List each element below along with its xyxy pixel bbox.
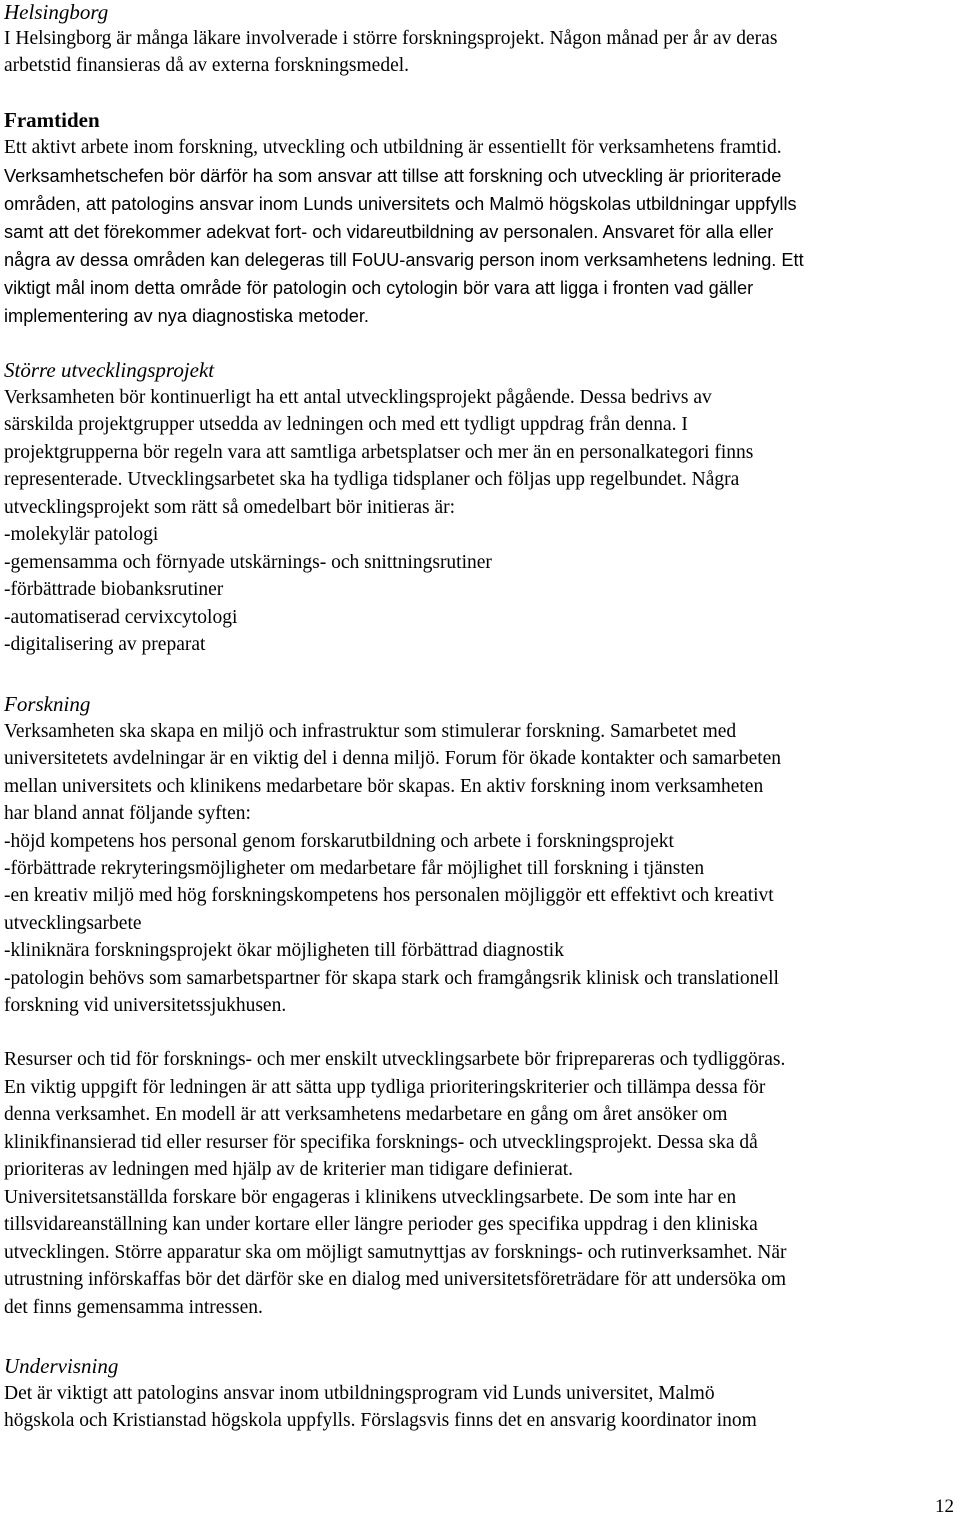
list-item: -digitalisering av preparat (4, 634, 206, 655)
section-heading-storre-utvecklingsprojekt: Större utvecklingsprojekt (4, 358, 215, 382)
text-line: särskilda projektgrupper utsedda av ledningen och med ett tydligt uppdrag från denna. I (4, 414, 688, 435)
text-line: högskola och Kristianstad högskola uppfylls. Förslagsvis finns det en ansvarig koordinator inom (4, 1410, 757, 1431)
list-item: -förbättrade biobanksrutiner (4, 579, 224, 600)
section-heading-framtiden: Framtiden (4, 108, 100, 132)
text-line: projektgrupperna bör regeln vara att samtliga arbetsplatser och mer än en personalkategori finns (4, 442, 754, 463)
text-line: Ett aktivt arbete inom forskning, utveckling och utbildning är essentiellt för verksamhetens framtid. (4, 137, 782, 158)
text-line: utrustning införskaffas bör det därför ske en dialog med universitetsföreträdare för att undersöka om (4, 1269, 787, 1290)
list-item: forskning vid universitetssjukhusen. (4, 995, 287, 1016)
text-line: arbetstid finansieras då av externa forskningsmedel. (4, 55, 410, 76)
text-line: har bland annat följande syften: (4, 803, 251, 824)
text-line: områden, att patologins ansvar inom Lunds universitets och Malmö högskolas utbildningar uppfylls (4, 194, 797, 214)
text-line: En viktig uppgift för ledningen är att sätta upp tydliga prioriteringskriterier och tillämpa dessa för (4, 1077, 766, 1098)
list-item: -en kreativ miljö med hög forskningskompetens hos personalen möjliggör ett effektivt och kreativt (4, 885, 774, 906)
text-line: Verksamheten ska skapa en miljö och infrastruktur som stimulerar forskning. Samarbetet med (4, 721, 737, 742)
text-line: utvecklingen. Större apparatur ska om möjligt samutnyttjas av forsknings- och rutinverksamhet. När (4, 1242, 787, 1263)
text-line: I Helsingborg är många läkare involverade i större forskningsprojekt. Någon månad per år av deras (4, 28, 778, 49)
text-line: universitetets avdelningar är en viktig del i denna miljö. Forum för ökade kontakter och samarbeten (4, 748, 782, 769)
text-line: det finns gemensamma intressen. (4, 1297, 263, 1318)
list-item: -molekylär patologi (4, 524, 159, 545)
list-item: -höjd kompetens hos personal genom forskarutbildning och arbete i forskningsprojekt (4, 831, 674, 852)
text-line: Verksamheten bör kontinuerligt ha ett antal utvecklingsprojekt pågående. Dessa bedrivs av (4, 387, 712, 408)
text-line: samt att det förekommer adekvat fort- och vidareutbildning av personalen. Ansvaret för alla eller (4, 222, 774, 242)
list-item: -gemensamma och förnyade utskärnings- och snittningsrutiner (4, 552, 492, 573)
text-line: några av dessa områden kan delegeras till FoUU-ansvarig person inom verksamhetens ledning. Ett (4, 250, 804, 270)
section-heading-helsingborg: Helsingborg (4, 0, 109, 24)
text-line: tillsvidareanställning kan under kortare eller längre perioder ges specifika uppdrag i den kliniska (4, 1214, 758, 1235)
list-item: -automatiserad cervixcytologi (4, 607, 238, 628)
text-line: utvecklingsprojekt som rätt så omedelbart bör initieras är: (4, 497, 456, 518)
list-item: -förbättrade rekryteringsmöjligheter om medarbetare får möjlighet till forskning i tjänsten (4, 858, 705, 879)
text-line: prioriteras av ledningen med hjälp av de kriterier man tidigare definierat. (4, 1159, 574, 1180)
text-line: Det är viktigt att patologins ansvar inom utbildningsprogram vid Lunds universitet, Malmö (4, 1383, 715, 1404)
text-line: Verksamhetschefen bör därför ha som ansvar att tillse att forskning och utveckling är prioriterade (4, 166, 782, 186)
list-item: utvecklingsarbete (4, 913, 142, 934)
section-heading-undervisning: Undervisning (4, 1354, 119, 1378)
text-line: implementering av nya diagnostiska metoder. (4, 306, 369, 326)
page-number: 12 (935, 1496, 954, 1517)
list-item: -kliniknära forskningsprojekt ökar möjligheten till förbättrad diagnostik (4, 940, 564, 961)
text-line: denna verksamhet. En modell är att verksamhetens medarbetare en gång om året ansöker om (4, 1104, 728, 1125)
text-line: Resurser och tid för forsknings- och mer enskilt utvecklingsarbete bör friprepareras och tydliggöras. (4, 1049, 786, 1070)
text-line: representerade. Utvecklingsarbetet ska ha tydliga tidsplaner och följas upp regelbundet. Några (4, 469, 740, 490)
text-line: klinikfinansierad tid eller resurser för specifika forsknings- och utvecklingsprojekt. Dessa ska då (4, 1132, 758, 1153)
text-line: mellan universitets och klinikens medarbetare bör skapas. En aktiv forskning inom verksamheten (4, 776, 764, 797)
list-item: -patologin behövs som samarbetspartner för skapa stark och framgångsrik klinisk och translationell (4, 968, 779, 989)
section-heading-forskning: Forskning (4, 692, 91, 716)
text-line: Universitetsanställda forskare bör engageras i klinikens utvecklingsarbete. De som inte har en (4, 1187, 737, 1208)
text-line: viktigt mål inom detta område för patologin och cytologin bör vara att ligga i fronten vad gäller (4, 278, 754, 298)
